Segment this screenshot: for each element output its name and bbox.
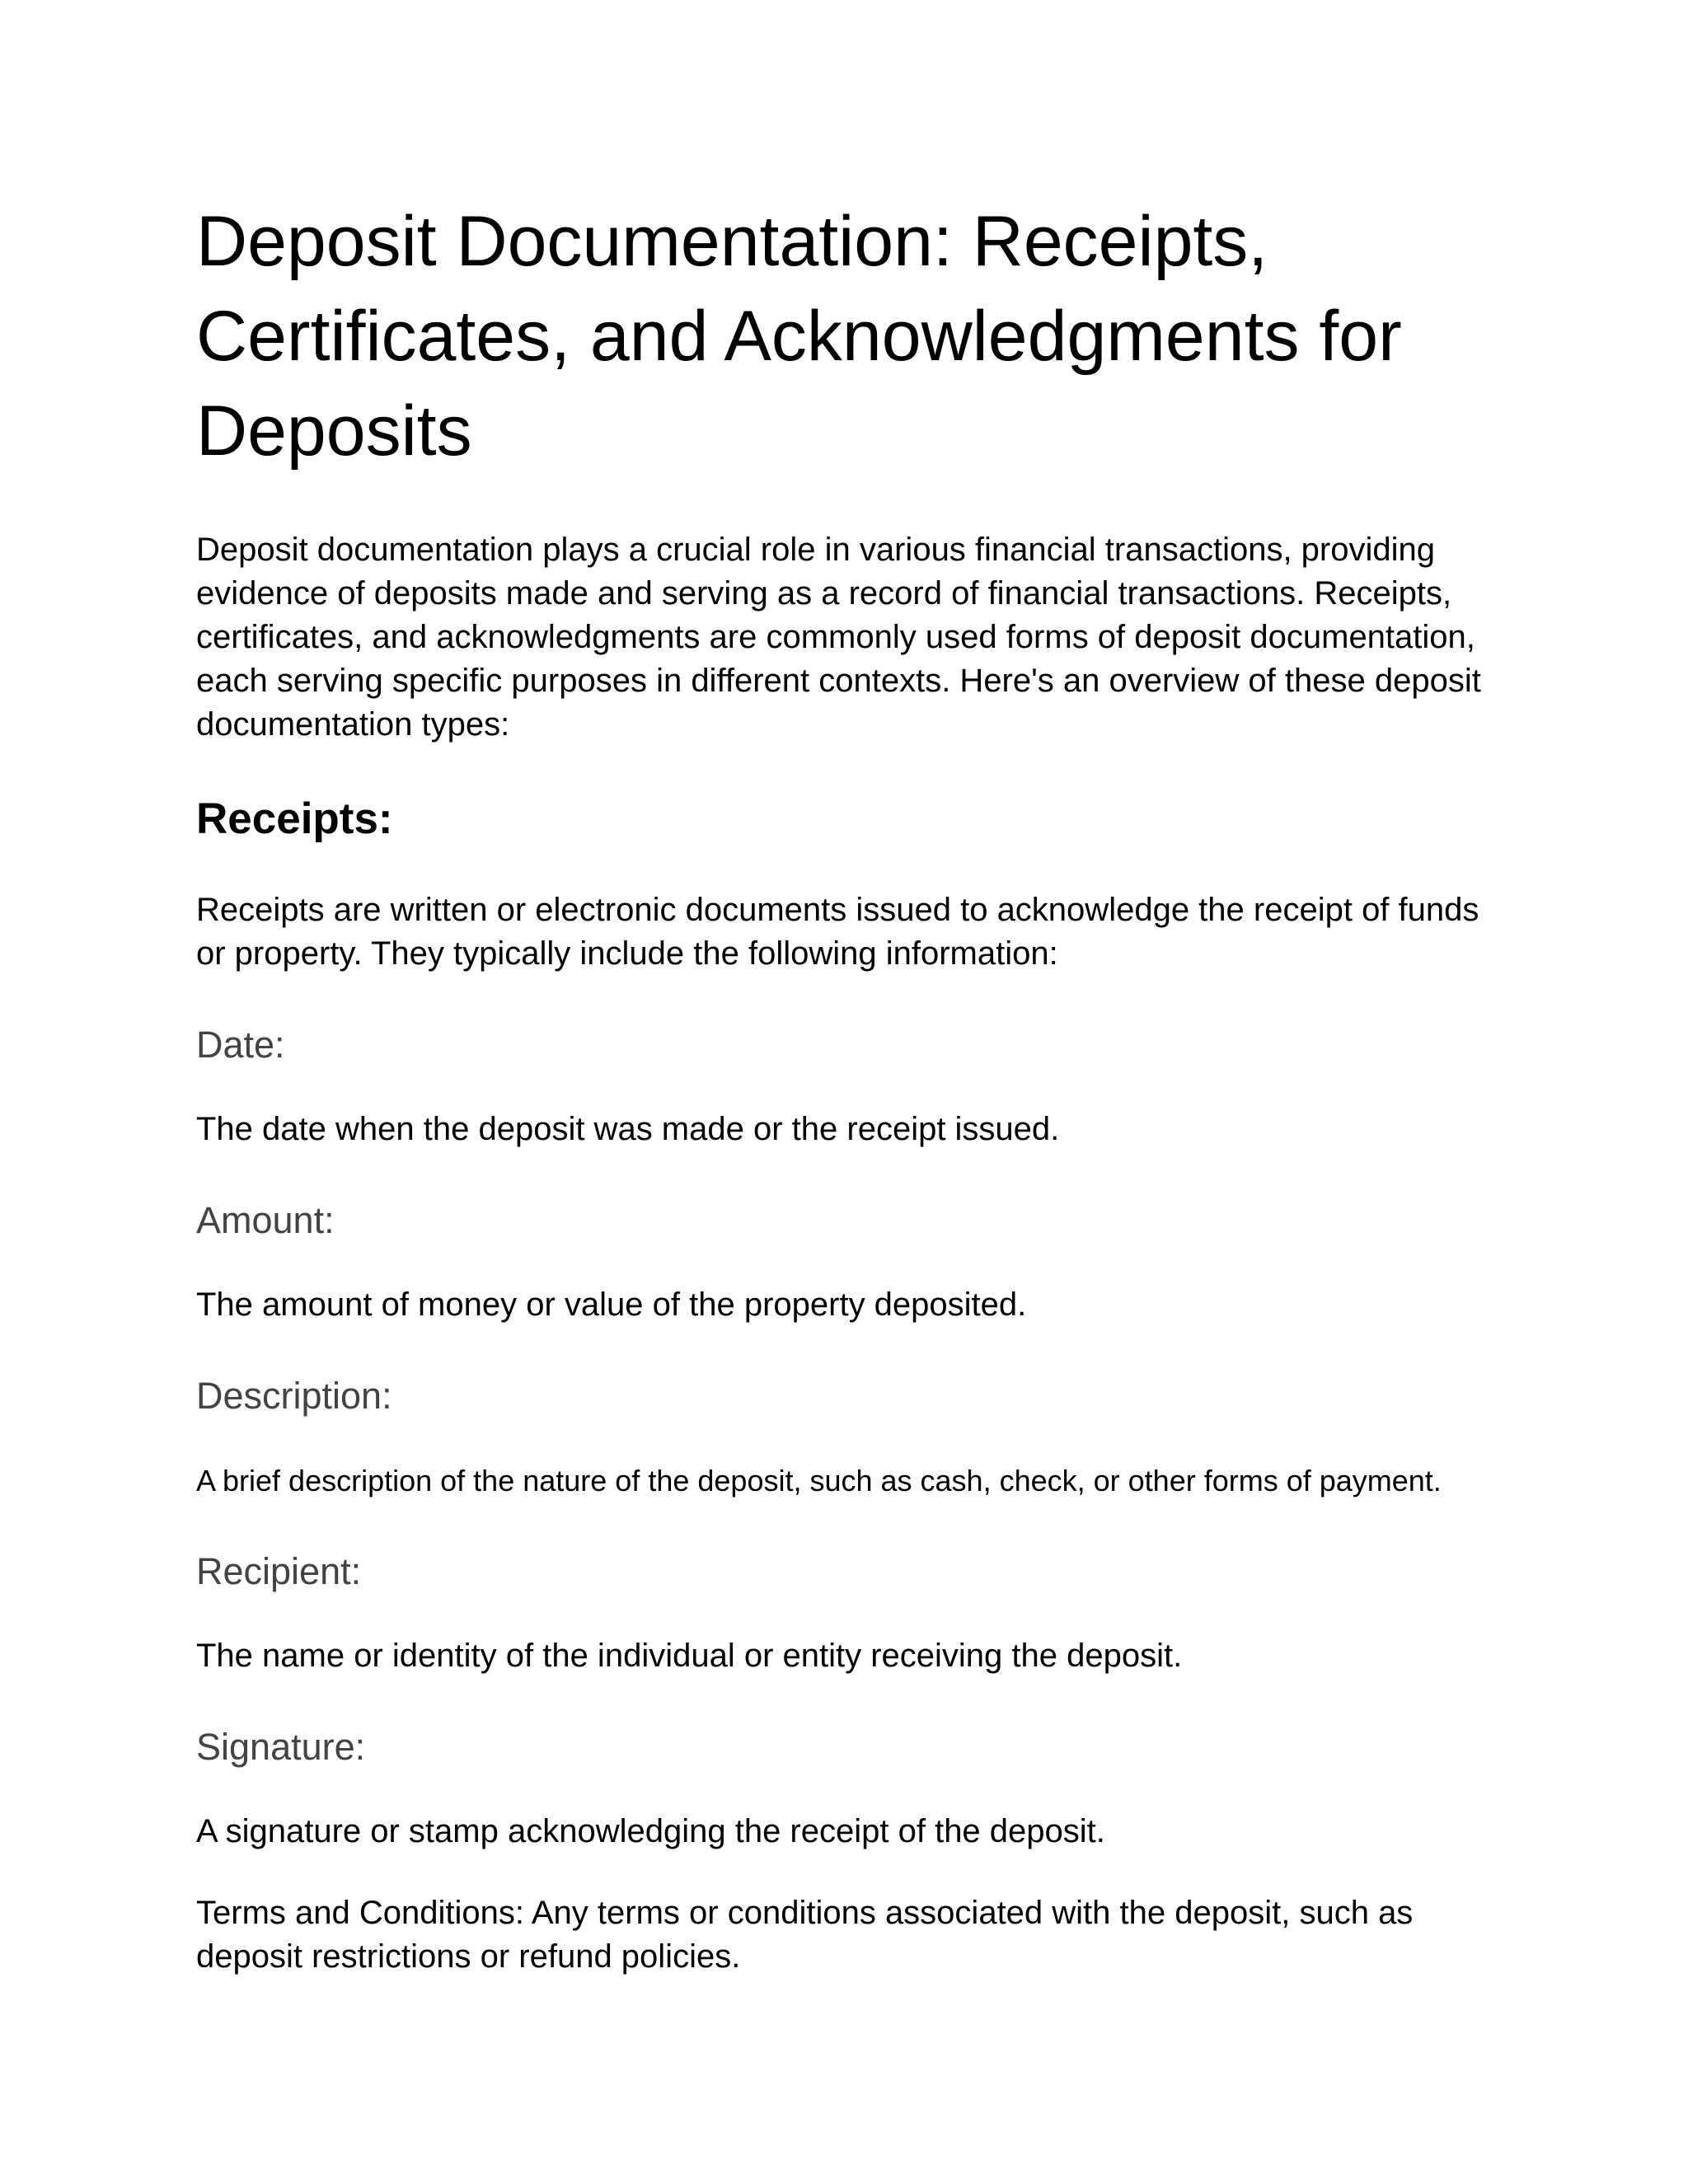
field-label-recipient: Recipient: (196, 1550, 362, 1592)
field-description-signature: A signature or stamp acknowledging the receipt of the deposit. (196, 1813, 1105, 1849)
field-date (196, 1020, 1507, 1151)
field-label-date: Date: (196, 1024, 285, 1066)
field-label-amount: Amount: (196, 1199, 335, 1241)
field-description-recipient: The name or identity of the individual or entity receiving the deposit. (196, 1638, 1183, 1674)
field-amount (196, 1196, 1507, 1327)
document-content (196, 194, 1507, 1979)
field-label-signature: Signature: (196, 1726, 366, 1768)
field-description-date: The date when the deposit was made or the receipt issued. (196, 1111, 1060, 1147)
terms-paragraph: Terms and Conditions: Any terms or conditions associated with the deposit, such as deposit restrictions or refund policies. (196, 1895, 1414, 1975)
page-title: Deposit Documentation: Receipts, Certificates, and Acknowledgments for Deposits (196, 202, 1402, 471)
section-heading-receipts: Receipts: (196, 794, 393, 843)
field-description (196, 1371, 1507, 1502)
field-label-description: Description: (196, 1375, 392, 1417)
receipts-intro-paragraph: Receipts are written or electronic documents issued to acknowledge the receipt of funds or property. They typically include the following information: (196, 892, 1479, 972)
field-recipient (196, 1547, 1507, 1678)
field-signature (196, 1722, 1507, 1854)
field-description-description: A brief description of the nature of the deposit, such as cash, check, or other forms of payment. (196, 1464, 1442, 1497)
field-description-amount: The amount of money or value of the property deposited. (196, 1286, 1027, 1323)
intro-paragraph: Deposit documentation plays a crucial role in various financial transactions, providing evidence of deposits made and serving as a record of financial transactions. Receipts, certificates, and acknowledgments are commonly used forms of deposit documentation, each serving specific purposes in different contexts. Here's an overview of these deposit documentation types: (196, 532, 1481, 743)
